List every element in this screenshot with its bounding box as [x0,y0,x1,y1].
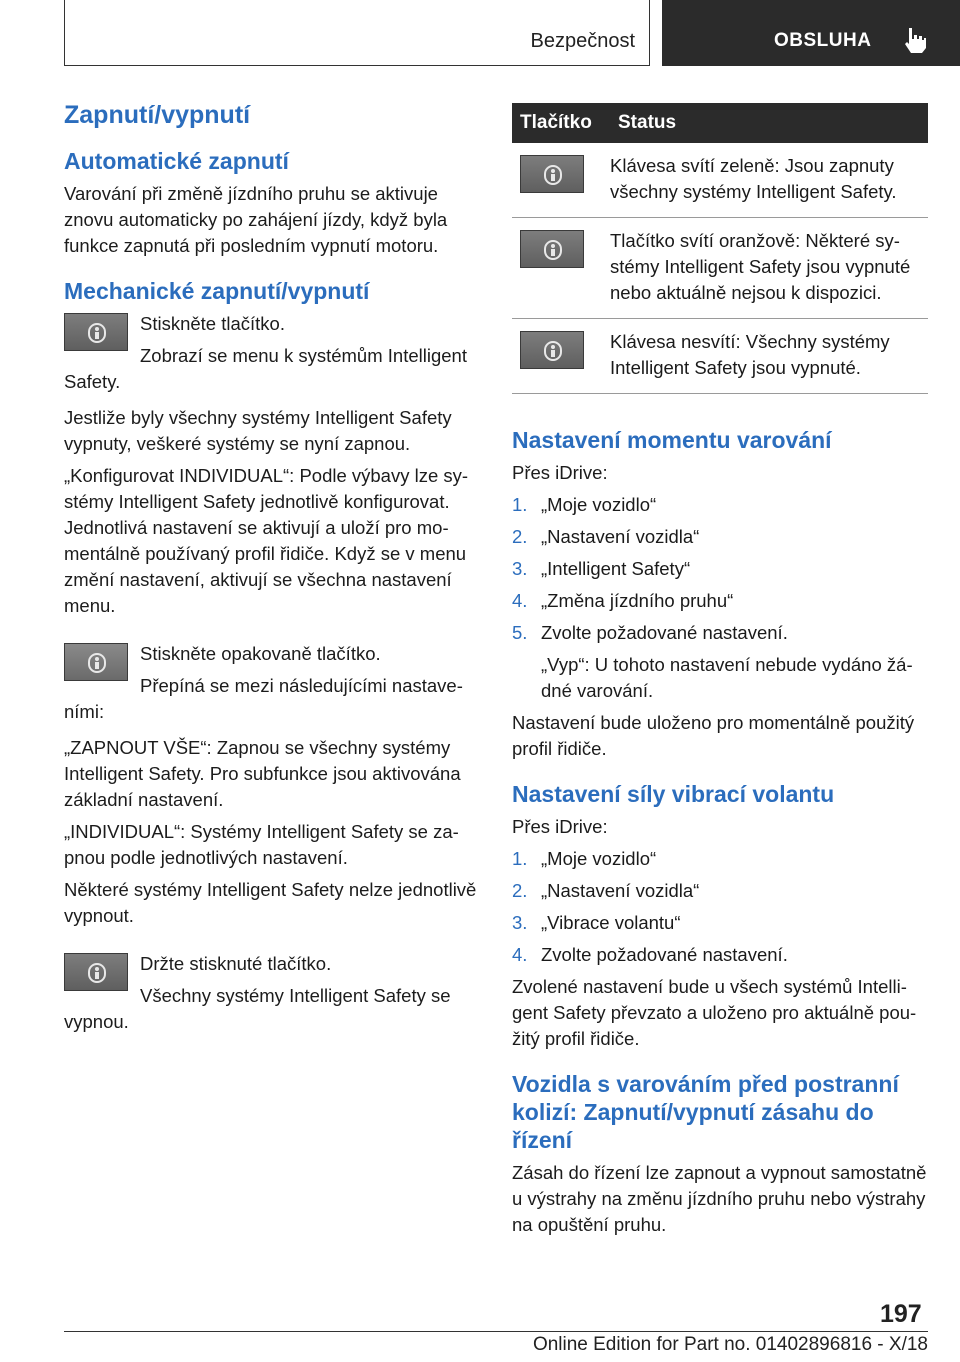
vibration-steps [512,846,928,968]
page-number: 197 [880,1300,922,1328]
table-header-status: Status [610,103,928,143]
table-row [512,218,928,319]
footer-edition: Online Edition for Part no. 01402896816 - X/18 [532,1334,928,1355]
step-hold-text: Držte stisknuté tlačítko. [140,953,332,975]
intelligent-safety-button-icon [64,643,128,681]
table-cell-status: Tlačítko svítí oranžově: Některé systémy Intelligent Safety jsou vypnuté nebo aktuálně nejsou k dispozici. [610,218,928,319]
table-header-button: Tlačítko [512,103,610,143]
side-collision-text: Zásah do řízení lze zapnout a vypnout samostatně u výstrahy na změnu jízdního pruhu nebo výstrahy na opuštění pruhu. [512,1162,927,1236]
mech-para-4: „INDIVIDUAL“: Systémy Intelligent Safety se zapnou podle jednotlivých nastavení. [64,821,459,869]
warn-moment-sub: „Vyp“: U tohoto nastavení nebude vydáno žádné varování. [541,654,913,702]
warn-moment-intro: Přes iDrive: [512,462,608,484]
step-repeat-result: Přepíná se mezi následujícími nastaveními: [64,675,463,723]
vibration-intro: Přes iDrive: [512,816,608,838]
side-collision-heading: Vozidla s varováním před postranní kolizí: Zapnutí/vypnutí zásahu do řízení [512,1071,899,1154]
table-cell-status: Klávesa nesvítí: Všechny systémy Intelligent Safety jsou vypnuté. [610,319,928,394]
intelligent-safety-button-icon [64,313,128,351]
header-section-label: Bezpečnost [530,30,635,52]
list-item: 5. Zvolte požadované nastavení. [512,622,788,644]
list-item: 4. Zvolte požadované nastavení. [512,944,788,966]
list-item: 4. „Změna jízdního pruhu“ [512,590,734,612]
intelligent-safety-button-icon [64,953,128,991]
step-press-result: Zobrazí se menu k systémům Intelligent Safety. [64,345,467,393]
warn-moment-outro: Nastavení bude uloženo pro momentálně použitý profil řidiče. [512,712,915,760]
page-title: Zapnutí/vypnutí [64,101,251,129]
intelligent-safety-button-icon [520,230,584,268]
step-hold-result: Všechny systémy Intelligent Safety se vypnou. [64,985,451,1033]
warn-moment-steps [512,492,928,646]
step-press [64,311,478,401]
table-row [512,319,928,394]
step-hold [64,951,478,1041]
table-header-row [512,103,928,143]
vibration-outro: Zvolené nastavení bude u všech systémů Intelligent Safety převzato a uloženo pro aktuálně použitý profil řidiče. [512,976,917,1050]
intelligent-safety-button-icon [520,331,584,369]
header-section-box [64,0,650,66]
footer-divider [64,1331,928,1332]
list-item: 1. „Moje vozidlo“ [512,848,657,870]
step-repeat-text: Stiskněte opakovaně tlačítko. [140,643,381,665]
status-table [512,103,928,394]
step-press-text: Stiskněte tlačítko. [140,313,285,335]
list-item: 3. „Intelligent Safety“ [512,558,691,580]
list-item: 1. „Moje vozidlo“ [512,494,657,516]
mech-para-5: Některé systémy Intelligent Safety nelze jednotlivě vypnout. [64,879,477,927]
auto-text: Varování při změně jízdního pruhu se aktivuje znovu automaticky po zahájení jízdy, když byla funkce zapnutá při posledním vypnutí motoru. [64,183,448,257]
header-chapter-label: OBSLUHA [774,30,872,51]
auto-heading: Automatické zapnutí [64,148,289,175]
table-cell-status: Klávesa svítí zeleně: Jsou zapnuty všechny systémy Intelligent Safety. [610,143,928,218]
header-chapter-box [662,0,960,66]
warn-moment-heading: Nastavení momentu varování [512,427,832,453]
mech-para-3: „ZAPNOUT VŠE“: Zapnou se všechny systémy Intelligent Safety. Pro subfunkce jsou aktivována základní nastavení. [64,737,461,811]
list-item: 3. „Vibrace volantu“ [512,912,681,934]
intelligent-safety-button-icon [520,155,584,193]
vibration-heading: Nastavení síly vibrací volantu [512,781,835,808]
mech-heading: Mechanické zapnutí/vypnutí [64,278,370,305]
hand-pointer-icon [902,26,928,54]
list-item: 2. „Nastavení vozidla“ [512,880,700,902]
mech-para-1: Jestliže byly všechny systémy Intelligent Safety vypnuty, veškeré systémy se nyní zapnou. [64,407,452,455]
right-column [512,103,928,1244]
step-press-repeat [64,641,478,731]
mech-para-2: „Konfigurovat INDIVIDUAL“: Podle výbavy lze systémy Intelligent Safety jednotlivě konfigurovat. Jednotlivá nastavení se aktivují a uloží pro momentálně používaný profil řidiče. Když se v menu změní nastavení, aktivují se všechna nastavení menu. [64,465,469,617]
left-column [64,100,478,1045]
list-item: 2. „Nastavení vozidla“ [512,526,700,548]
table-row [512,143,928,218]
